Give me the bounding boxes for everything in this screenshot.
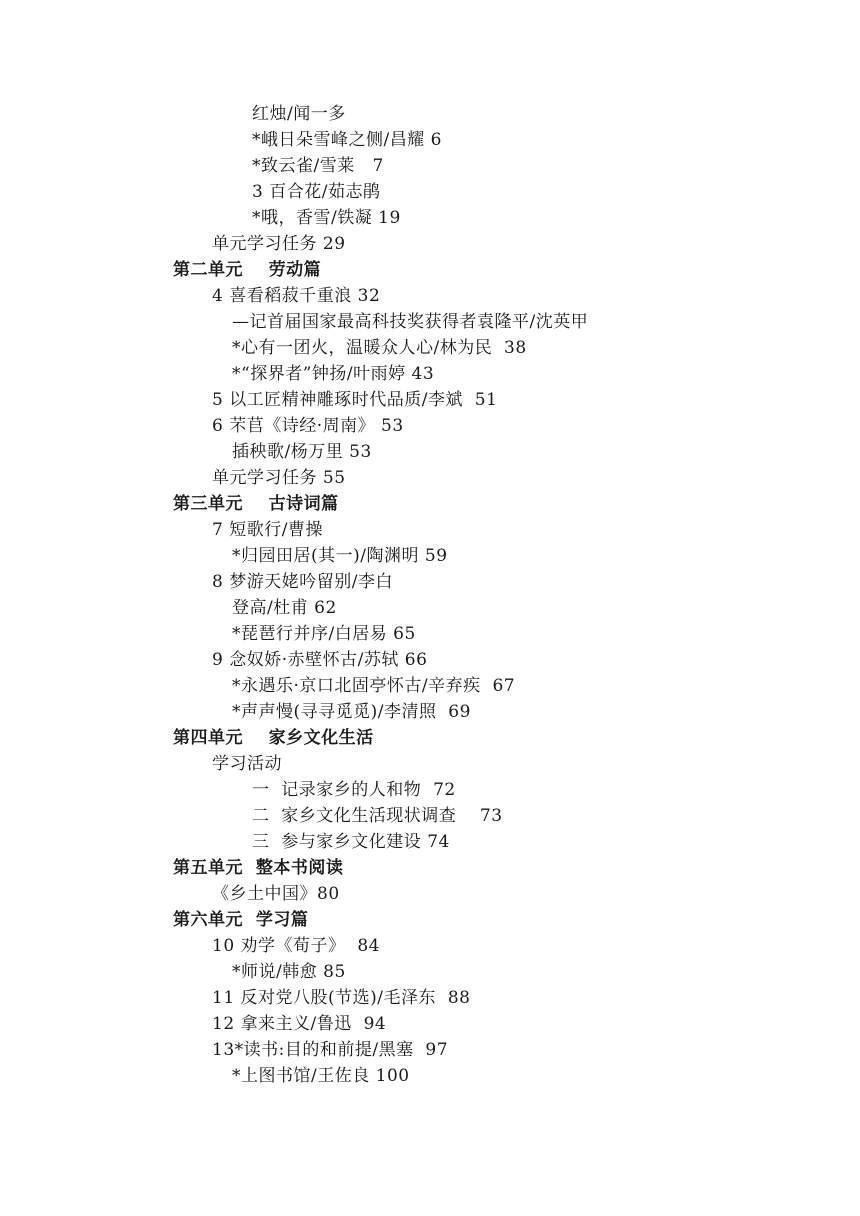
- toc-entry: 7 短歌行/曹操: [212, 520, 323, 540]
- toc-entry: 学习活动: [212, 754, 282, 774]
- toc-entry: 11 反对党八股(节选)/毛泽东 88: [212, 988, 471, 1008]
- toc-entry: 13*读书:目的和前提/黑塞 97: [212, 1040, 449, 1060]
- unit-heading: 第三单元 古诗词篇: [173, 494, 339, 514]
- toc-entry: *琵琶行并序/白居易 65: [232, 624, 416, 644]
- unit-heading: 第六单元 学习篇: [173, 910, 309, 930]
- toc-entry: 红烛/闻一多: [252, 104, 346, 124]
- toc-entry: *“探界者”钟扬/叶雨婷 43: [232, 364, 435, 384]
- toc-entry: *上图书馆/王佐良 100: [232, 1066, 410, 1086]
- toc-entry: *致云雀/雪莱 7: [252, 156, 384, 176]
- toc-entry: 3 百合花/茹志鹃: [252, 182, 381, 202]
- toc-entry: 单元学习任务 55: [212, 468, 346, 488]
- unit-heading: 第四单元 家乡文化生活: [173, 728, 374, 748]
- toc-entry: 二 家乡文化生活现状调查 73: [252, 806, 503, 826]
- toc-entry: *哦，香雪/铁凝 19: [252, 208, 401, 228]
- unit-heading: 第五单元 整本书阅读: [173, 858, 344, 878]
- toc-entry: 登高/杜甫 62: [232, 598, 337, 618]
- toc-entry: *声声慢(寻寻觅觅)/李清照 69: [232, 702, 471, 722]
- toc-entry: 12 拿来主义/鲁迅 94: [212, 1014, 387, 1034]
- toc-entry: *峨日朵雪峰之侧/昌耀 6: [252, 130, 442, 150]
- toc-entry: *心有一团火，温暖众人心/林为民 38: [232, 338, 527, 358]
- toc-entry: 插秧歌/杨万里 53: [232, 442, 372, 462]
- toc-entry: 《乡土中国》80: [212, 884, 340, 904]
- toc-entry: *永遇乐·京口北固亭怀古/辛弃疾 67: [232, 676, 516, 696]
- toc-entry: 一 记录家乡的人和物 72: [252, 780, 456, 800]
- toc-entry: 4 喜看稻菽千重浪 32: [212, 286, 381, 306]
- toc-entry: 三 参与家乡文化建设 74: [252, 832, 450, 852]
- toc-entry: 10 劝学《荀子》 84: [212, 936, 380, 956]
- toc-entry: *归园田居(其一)/陶渊明 59: [232, 546, 448, 566]
- toc-entry: —记首届国家最高科技奖获得者袁隆平/沈英甲: [232, 312, 589, 332]
- toc-entry: 6 芣苢《诗经·周南》 53: [212, 416, 404, 436]
- unit-heading: 第二单元 劳动篇: [173, 260, 322, 280]
- toc-entry: 8 梦游天姥吟留别/李白: [212, 572, 393, 592]
- toc-entry: *师说/韩愈 85: [232, 962, 346, 982]
- toc-entry: 5 以工匠精神雕琢时代品质/李斌 51: [212, 390, 498, 410]
- toc-entry: 单元学习任务 29: [212, 234, 346, 254]
- toc-entry: 9 念奴娇·赤壁怀古/苏轼 66: [212, 650, 428, 670]
